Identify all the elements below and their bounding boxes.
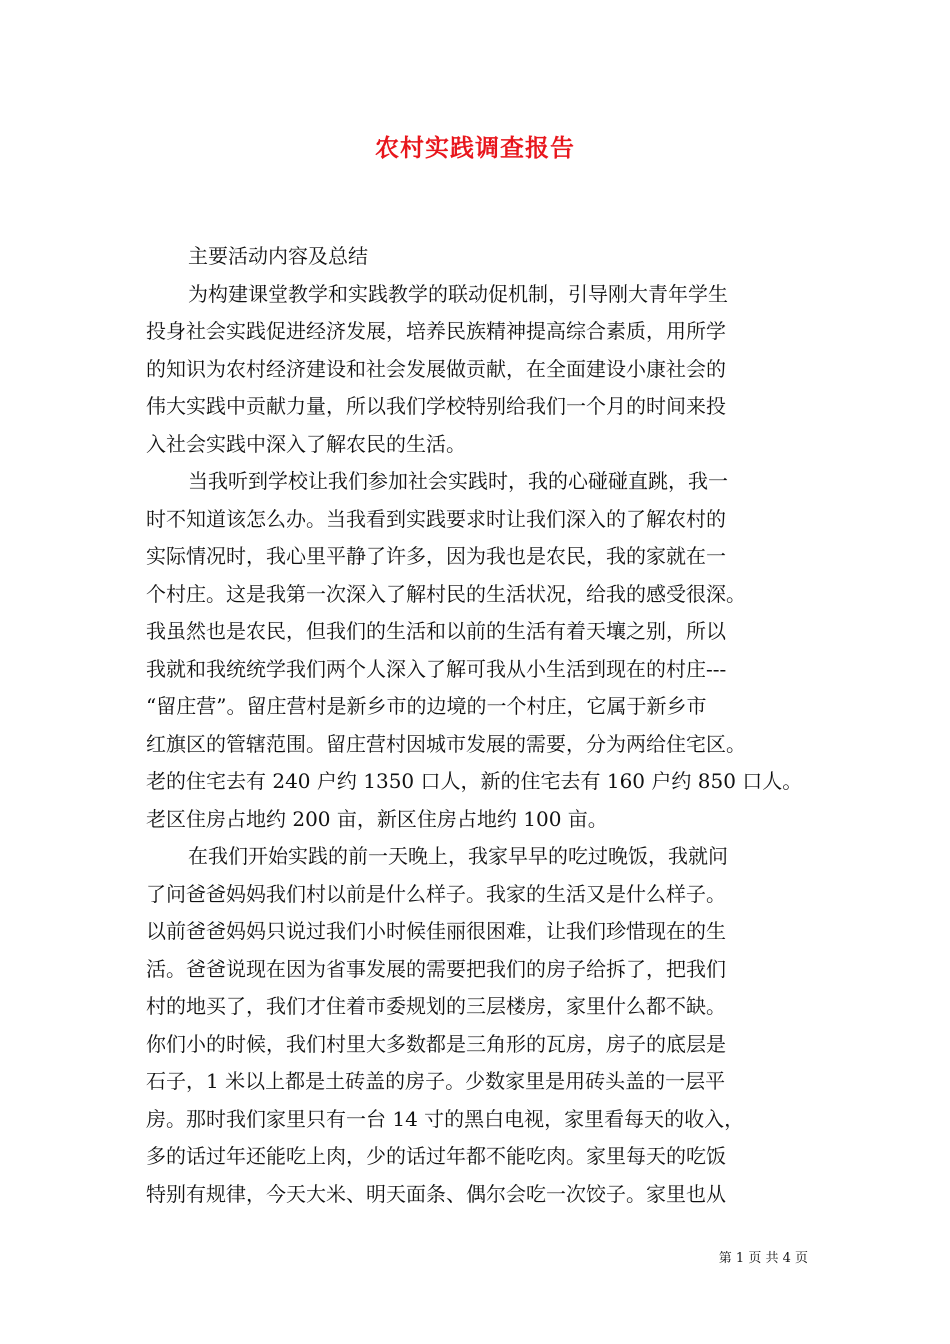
paragraph-line: 石子，1 米以上都是土砖盖的房子。少数家里是用砖头盖的一层平: [146, 1069, 726, 1093]
paragraph-line: 投身社会实践促进经济发展，培养民族精神提高综合素质，用所学: [146, 319, 726, 343]
paragraph-line: 了问爸爸妈妈我们村以前是什么样子。我家的生活又是什么样子。: [146, 881, 726, 906]
paragraph-line: “留庄营”。留庄营村是新乡市的边境的一个村庄，它属于新乡市: [146, 694, 707, 718]
page-footer: 第 1 页 共 4 页: [718, 1251, 808, 1266]
paragraph-line: 当我听到学校让我们参加社会实践时，我的心碰碰直跳，我一: [188, 469, 728, 493]
paragraph-line: 红旗区的管辖范围。留庄营村因城市发展的需要，分为两给住宅区。: [146, 731, 746, 756]
paragraph-line: 伟大实践中贡献力量，所以我们学校特别给我们一个月的时间来投: [146, 394, 726, 418]
paragraph-line: 房。那时我们家里只有一台 14 寸的黑白电视，家里看每天的收入，: [146, 1106, 745, 1131]
paragraph-line: 我就和我统统学我们两个人深入了解可我从小生活到现在的村庄---: [146, 656, 727, 681]
document-body: [146, 238, 806, 1213]
paragraph-line: 村的地买了，我们才住着市委规划的三层楼房，家里什么都不缺。: [146, 994, 726, 1018]
paragraph-line: 在我们开始实践的前一天晚上，我家早早的吃过晚饭，我就问: [188, 844, 728, 868]
paragraph-line: 你们小的时候，我们村里大多数都是三角形的瓦房，房子的底层是: [146, 1031, 726, 1056]
paragraph-line: 活。爸爸说现在因为省事发展的需要把我们的房子给拆了，把我们: [146, 956, 726, 981]
paragraph-line: 实际情况时，我心里平静了许多，因为我也是农民，我的家就在一: [146, 544, 726, 568]
document-title: 农村实践调查报告: [375, 133, 575, 162]
paragraph-line: 我虽然也是农民，但我们的生活和以前的生活有着天壤之别，所以: [146, 619, 726, 643]
paragraph-line: 个村庄。这是我第一次深入了解村民的生活状况，给我的感受很深。: [146, 581, 746, 606]
paragraph-line: 为构建课堂教学和实践教学的联动促机制，引导刚大青年学生: [188, 281, 728, 306]
section-heading: 主要活动内容及总结: [188, 244, 368, 268]
paragraph-line: 时不知道该怎么办。当我看到实践要求时让我们深入的了解农村的: [146, 506, 726, 531]
paragraph-line: 老区住房占地约 200 亩，新区住房占地约 100 亩。: [146, 806, 608, 831]
paragraph-line: 的知识为农村经济建设和社会发展做贡献，在全面建设小康社会的: [146, 356, 726, 381]
paragraph-line: 以前爸爸妈妈只说过我们小时候佳丽很困难，让我们珍惜现在的生: [146, 919, 726, 943]
paragraph-line: 老的住宅去有 240 户约 1350 口人，新的住宅去有 160 户约 850 口人。: [146, 769, 803, 793]
paragraph-line: 入社会实践中深入了解农民的生活。: [146, 431, 466, 456]
paragraph-line: 特别有规律，今天大米、明天面条、偶尔会吃一次饺子。家里也从: [146, 1181, 726, 1206]
paragraph-line: 多的话过年还能吃上肉，少的话过年都不能吃肉。家里每天的吃饭: [146, 1144, 726, 1168]
